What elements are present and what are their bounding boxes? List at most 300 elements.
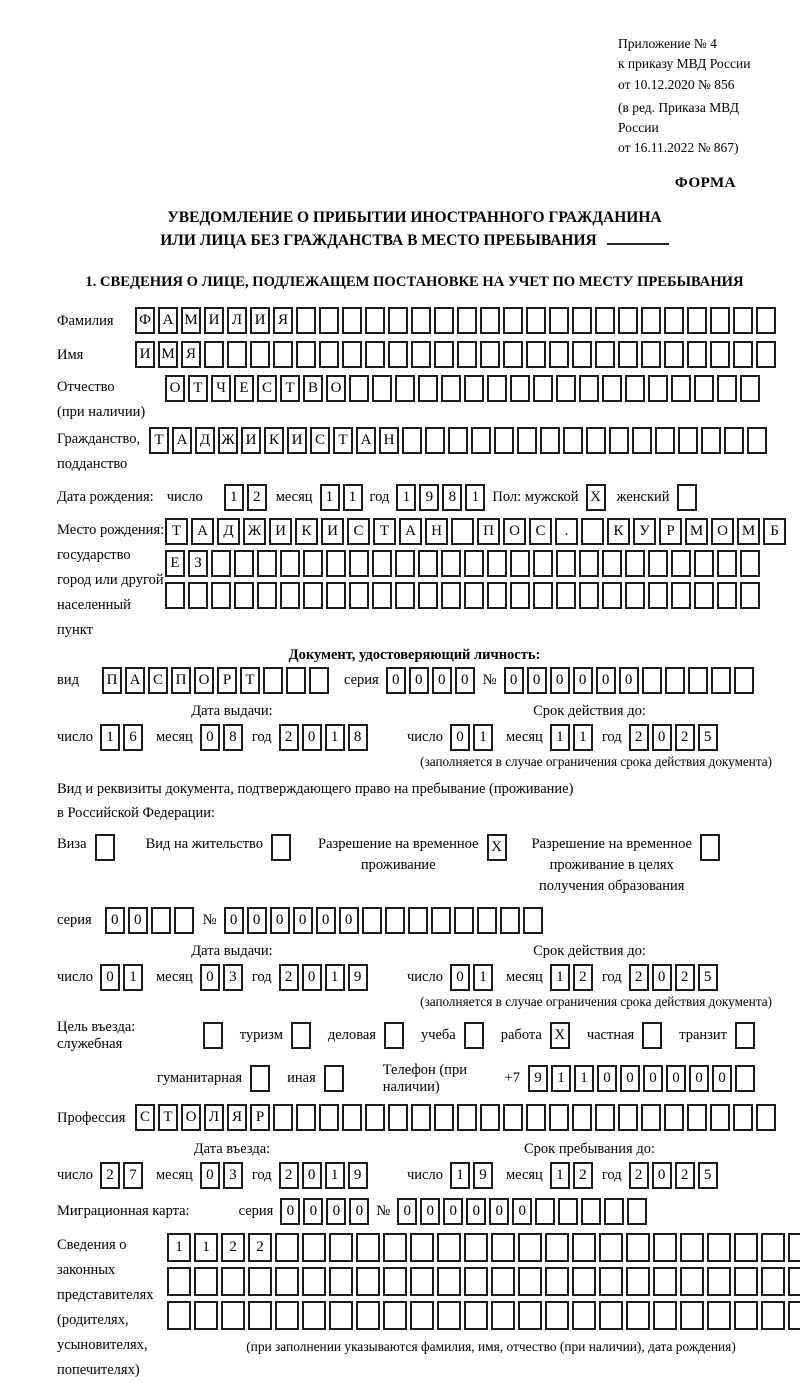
- char-box[interactable]: И: [269, 518, 292, 545]
- char-box[interactable]: 2: [247, 484, 267, 511]
- char-box[interactable]: [95, 834, 115, 861]
- char-box[interactable]: [457, 341, 477, 368]
- char-box[interactable]: [533, 550, 553, 577]
- char-box[interactable]: [680, 1233, 704, 1262]
- char-box[interactable]: [487, 375, 507, 402]
- char-box[interactable]: [349, 375, 369, 402]
- char-box[interactable]: [653, 1267, 677, 1296]
- char-box[interactable]: [487, 550, 507, 577]
- char-box[interactable]: [491, 1267, 515, 1296]
- char-box[interactable]: [626, 1267, 650, 1296]
- char-box[interactable]: 0: [666, 1065, 686, 1092]
- char-box[interactable]: [319, 341, 339, 368]
- char-box[interactable]: [735, 1065, 755, 1092]
- char-box[interactable]: [526, 341, 546, 368]
- char-box[interactable]: 1: [343, 484, 363, 511]
- char-box[interactable]: [451, 518, 474, 545]
- char-box[interactable]: Ж: [218, 427, 238, 454]
- char-box[interactable]: [275, 1301, 299, 1330]
- char-box[interactable]: М: [685, 518, 708, 545]
- char-box[interactable]: [211, 582, 231, 609]
- char-box[interactable]: [410, 1301, 434, 1330]
- char-box[interactable]: 9: [528, 1065, 548, 1092]
- char-box[interactable]: 2: [221, 1233, 245, 1262]
- char-box[interactable]: А: [158, 307, 178, 334]
- char-box[interactable]: [480, 1104, 500, 1131]
- char-box[interactable]: 0: [100, 964, 120, 991]
- char-box[interactable]: 1: [325, 964, 345, 991]
- char-box[interactable]: [523, 907, 543, 934]
- char-box[interactable]: [167, 1301, 191, 1330]
- char-box[interactable]: [717, 375, 737, 402]
- char-box[interactable]: [402, 427, 422, 454]
- char-box[interactable]: 0: [200, 724, 220, 751]
- char-box[interactable]: [296, 341, 316, 368]
- char-box[interactable]: [500, 907, 520, 934]
- char-box[interactable]: [735, 1022, 755, 1049]
- char-box[interactable]: Т: [165, 518, 188, 545]
- char-box[interactable]: 0: [512, 1198, 532, 1225]
- char-box[interactable]: Д: [195, 427, 215, 454]
- char-box[interactable]: [275, 1233, 299, 1262]
- char-box[interactable]: [625, 550, 645, 577]
- char-box[interactable]: [602, 375, 622, 402]
- char-box[interactable]: [694, 375, 714, 402]
- char-box[interactable]: [740, 550, 760, 577]
- char-box[interactable]: О: [165, 375, 185, 402]
- char-box[interactable]: [671, 582, 691, 609]
- char-box[interactable]: Н: [425, 518, 448, 545]
- char-box[interactable]: [448, 427, 468, 454]
- char-box[interactable]: .: [555, 518, 578, 545]
- char-box[interactable]: [437, 1233, 461, 1262]
- char-box[interactable]: [302, 1233, 326, 1262]
- char-box[interactable]: [395, 582, 415, 609]
- char-box[interactable]: 0: [280, 1198, 300, 1225]
- char-box[interactable]: 0: [293, 907, 313, 934]
- char-box[interactable]: [503, 307, 523, 334]
- char-box[interactable]: [545, 1301, 569, 1330]
- char-box[interactable]: [694, 582, 714, 609]
- char-box[interactable]: [653, 1301, 677, 1330]
- char-box[interactable]: [408, 907, 428, 934]
- char-box[interactable]: [234, 550, 254, 577]
- char-box[interactable]: Р: [217, 667, 237, 694]
- char-box[interactable]: 0: [712, 1065, 732, 1092]
- char-box[interactable]: С: [529, 518, 552, 545]
- char-box[interactable]: У: [633, 518, 656, 545]
- char-box[interactable]: О: [181, 1104, 201, 1131]
- char-box[interactable]: 2: [279, 724, 299, 751]
- char-box[interactable]: [549, 1104, 569, 1131]
- char-box[interactable]: 2: [248, 1233, 272, 1262]
- char-box[interactable]: [707, 1301, 731, 1330]
- char-box[interactable]: [356, 1301, 380, 1330]
- char-box[interactable]: Л: [227, 307, 247, 334]
- char-box[interactable]: 0: [432, 667, 452, 694]
- char-box[interactable]: [411, 307, 431, 334]
- char-box[interactable]: [250, 341, 270, 368]
- char-box[interactable]: [434, 307, 454, 334]
- char-box[interactable]: 0: [302, 964, 322, 991]
- char-box[interactable]: М: [158, 341, 178, 368]
- char-box[interactable]: З: [188, 550, 208, 577]
- char-box[interactable]: X: [586, 484, 606, 511]
- char-box[interactable]: [581, 1198, 601, 1225]
- char-box[interactable]: [286, 667, 306, 694]
- char-box[interactable]: 0: [550, 667, 570, 694]
- char-box[interactable]: Я: [273, 307, 293, 334]
- char-box[interactable]: 0: [619, 667, 639, 694]
- char-box[interactable]: 0: [105, 907, 125, 934]
- char-box[interactable]: Б: [763, 518, 786, 545]
- char-box[interactable]: 0: [652, 724, 672, 751]
- char-box[interactable]: [655, 427, 675, 454]
- char-box[interactable]: [441, 582, 461, 609]
- char-box[interactable]: 1: [123, 964, 143, 991]
- char-box[interactable]: Я: [181, 341, 201, 368]
- char-box[interactable]: 0: [466, 1198, 486, 1225]
- char-box[interactable]: [425, 427, 445, 454]
- char-box[interactable]: [365, 1104, 385, 1131]
- char-box[interactable]: [464, 375, 484, 402]
- char-box[interactable]: [464, 1022, 484, 1049]
- char-box[interactable]: [626, 1233, 650, 1262]
- char-box[interactable]: [418, 582, 438, 609]
- char-box[interactable]: [250, 1065, 270, 1092]
- char-box[interactable]: Л: [204, 1104, 224, 1131]
- char-box[interactable]: И: [250, 307, 270, 334]
- char-box[interactable]: [625, 582, 645, 609]
- char-box[interactable]: [464, 1233, 488, 1262]
- char-box[interactable]: [395, 375, 415, 402]
- char-box[interactable]: 0: [652, 1162, 672, 1189]
- char-box[interactable]: [579, 550, 599, 577]
- char-box[interactable]: [618, 1104, 638, 1131]
- char-box[interactable]: [595, 341, 615, 368]
- char-box[interactable]: [365, 341, 385, 368]
- char-box[interactable]: Т: [188, 375, 208, 402]
- char-box[interactable]: [437, 1301, 461, 1330]
- char-box[interactable]: 0: [443, 1198, 463, 1225]
- char-box[interactable]: [441, 375, 461, 402]
- char-box[interactable]: А: [125, 667, 145, 694]
- char-box[interactable]: [188, 582, 208, 609]
- char-box[interactable]: [437, 1267, 461, 1296]
- char-box[interactable]: [734, 667, 754, 694]
- char-box[interactable]: [303, 550, 323, 577]
- char-box[interactable]: [342, 341, 362, 368]
- char-box[interactable]: [599, 1301, 623, 1330]
- char-box[interactable]: [324, 1065, 344, 1092]
- char-box[interactable]: X: [487, 834, 507, 861]
- char-box[interactable]: [167, 1267, 191, 1296]
- char-box[interactable]: 0: [303, 1198, 323, 1225]
- char-box[interactable]: [595, 1104, 615, 1131]
- char-box[interactable]: [326, 550, 346, 577]
- char-box[interactable]: [549, 341, 569, 368]
- char-box[interactable]: 1: [450, 1162, 470, 1189]
- char-box[interactable]: [618, 341, 638, 368]
- char-box[interactable]: 0: [597, 1065, 617, 1092]
- char-box[interactable]: [372, 550, 392, 577]
- char-box[interactable]: [329, 1301, 353, 1330]
- char-box[interactable]: [572, 307, 592, 334]
- char-box[interactable]: [471, 427, 491, 454]
- char-box[interactable]: [491, 1301, 515, 1330]
- char-box[interactable]: [533, 582, 553, 609]
- char-box[interactable]: Т: [158, 1104, 178, 1131]
- char-box[interactable]: 2: [675, 724, 695, 751]
- char-box[interactable]: [431, 907, 451, 934]
- char-box[interactable]: 1: [550, 964, 570, 991]
- char-box[interactable]: [734, 1301, 758, 1330]
- char-box[interactable]: [609, 427, 629, 454]
- char-box[interactable]: [586, 427, 606, 454]
- char-box[interactable]: 2: [279, 1162, 299, 1189]
- char-box[interactable]: М: [737, 518, 760, 545]
- char-box[interactable]: [372, 582, 392, 609]
- char-box[interactable]: 1: [551, 1065, 571, 1092]
- char-box[interactable]: [687, 341, 707, 368]
- char-box[interactable]: [687, 307, 707, 334]
- char-box[interactable]: [761, 1301, 785, 1330]
- char-box[interactable]: [533, 375, 553, 402]
- char-box[interactable]: 1: [100, 724, 120, 751]
- char-box[interactable]: И: [241, 427, 261, 454]
- char-box[interactable]: [221, 1301, 245, 1330]
- char-box[interactable]: [572, 341, 592, 368]
- char-box[interactable]: [540, 427, 560, 454]
- char-box[interactable]: [734, 1267, 758, 1296]
- char-box[interactable]: А: [399, 518, 422, 545]
- char-box[interactable]: [664, 1104, 684, 1131]
- char-box[interactable]: М: [181, 307, 201, 334]
- char-box[interactable]: 6: [123, 724, 143, 751]
- char-box[interactable]: 1: [473, 724, 493, 751]
- char-box[interactable]: [648, 582, 668, 609]
- char-box[interactable]: 3: [223, 964, 243, 991]
- char-box[interactable]: 0: [450, 724, 470, 751]
- char-box[interactable]: 2: [675, 964, 695, 991]
- char-box[interactable]: 2: [629, 964, 649, 991]
- char-box[interactable]: 1: [194, 1233, 218, 1262]
- char-box[interactable]: О: [194, 667, 214, 694]
- char-box[interactable]: [641, 1104, 661, 1131]
- char-box[interactable]: [464, 550, 484, 577]
- char-box[interactable]: [273, 1104, 293, 1131]
- char-box[interactable]: [165, 582, 185, 609]
- char-box[interactable]: Е: [234, 375, 254, 402]
- char-box[interactable]: [302, 1301, 326, 1330]
- char-box[interactable]: 1: [325, 1162, 345, 1189]
- char-box[interactable]: [319, 1104, 339, 1131]
- char-box[interactable]: 2: [573, 964, 593, 991]
- char-box[interactable]: К: [264, 427, 284, 454]
- char-box[interactable]: 0: [386, 667, 406, 694]
- char-box[interactable]: [457, 307, 477, 334]
- char-box[interactable]: 1: [573, 724, 593, 751]
- char-box[interactable]: С: [148, 667, 168, 694]
- char-box[interactable]: 0: [302, 724, 322, 751]
- char-box[interactable]: 2: [629, 1162, 649, 1189]
- char-box[interactable]: 8: [442, 484, 462, 511]
- char-box[interactable]: 5: [698, 964, 718, 991]
- char-box[interactable]: А: [172, 427, 192, 454]
- char-box[interactable]: [677, 484, 697, 511]
- char-box[interactable]: [604, 1198, 624, 1225]
- char-box[interactable]: [579, 582, 599, 609]
- char-box[interactable]: [388, 1104, 408, 1131]
- char-box[interactable]: Я: [227, 1104, 247, 1131]
- char-box[interactable]: [385, 907, 405, 934]
- char-box[interactable]: [329, 1267, 353, 1296]
- char-box[interactable]: [273, 341, 293, 368]
- char-box[interactable]: 0: [573, 667, 593, 694]
- char-box[interactable]: 1: [465, 484, 485, 511]
- char-box[interactable]: [572, 1233, 596, 1262]
- char-box[interactable]: [733, 341, 753, 368]
- char-box[interactable]: П: [102, 667, 122, 694]
- char-box[interactable]: 1: [320, 484, 340, 511]
- char-box[interactable]: [761, 1233, 785, 1262]
- char-box[interactable]: [280, 582, 300, 609]
- char-box[interactable]: 0: [200, 1162, 220, 1189]
- char-box[interactable]: [480, 307, 500, 334]
- char-box[interactable]: [372, 375, 392, 402]
- char-box[interactable]: [395, 550, 415, 577]
- char-box[interactable]: [410, 1267, 434, 1296]
- char-box[interactable]: [349, 550, 369, 577]
- char-box[interactable]: [526, 1104, 546, 1131]
- char-box[interactable]: [625, 375, 645, 402]
- char-box[interactable]: 0: [247, 907, 267, 934]
- char-box[interactable]: [556, 550, 576, 577]
- char-box[interactable]: [572, 1267, 596, 1296]
- char-box[interactable]: [174, 907, 194, 934]
- char-box[interactable]: О: [503, 518, 526, 545]
- char-box[interactable]: [599, 1267, 623, 1296]
- char-box[interactable]: [248, 1301, 272, 1330]
- char-box[interactable]: Е: [165, 550, 185, 577]
- char-box[interactable]: [733, 307, 753, 334]
- char-box[interactable]: 2: [629, 724, 649, 751]
- char-box[interactable]: [365, 307, 385, 334]
- char-box[interactable]: [558, 1198, 578, 1225]
- char-box[interactable]: [627, 1198, 647, 1225]
- char-box[interactable]: [602, 550, 622, 577]
- char-box[interactable]: [711, 667, 731, 694]
- char-box[interactable]: 0: [643, 1065, 663, 1092]
- char-box[interactable]: И: [204, 307, 224, 334]
- char-box[interactable]: [747, 427, 767, 454]
- char-box[interactable]: [694, 550, 714, 577]
- char-box[interactable]: 7: [123, 1162, 143, 1189]
- char-box[interactable]: [671, 550, 691, 577]
- char-box[interactable]: 0: [504, 667, 524, 694]
- char-box[interactable]: 0: [489, 1198, 509, 1225]
- char-box[interactable]: 1: [167, 1233, 191, 1262]
- char-box[interactable]: [356, 1267, 380, 1296]
- char-box[interactable]: [362, 907, 382, 934]
- char-box[interactable]: 0: [339, 907, 359, 934]
- char-box[interactable]: [518, 1267, 542, 1296]
- char-box[interactable]: А: [356, 427, 376, 454]
- char-box[interactable]: Т: [280, 375, 300, 402]
- char-box[interactable]: 0: [450, 964, 470, 991]
- char-box[interactable]: 3: [223, 1162, 243, 1189]
- char-box[interactable]: [517, 427, 537, 454]
- char-box[interactable]: О: [711, 518, 734, 545]
- char-box[interactable]: [648, 375, 668, 402]
- char-box[interactable]: [648, 550, 668, 577]
- char-box[interactable]: Ф: [135, 307, 155, 334]
- char-box[interactable]: [700, 834, 720, 861]
- char-box[interactable]: [788, 1233, 800, 1262]
- char-box[interactable]: [464, 1301, 488, 1330]
- char-box[interactable]: [665, 667, 685, 694]
- char-box[interactable]: [756, 1104, 776, 1131]
- char-box[interactable]: [342, 1104, 362, 1131]
- char-box[interactable]: [203, 1022, 223, 1049]
- char-box[interactable]: [309, 667, 329, 694]
- char-box[interactable]: [326, 582, 346, 609]
- char-box[interactable]: 1: [473, 964, 493, 991]
- char-box[interactable]: Н: [379, 427, 399, 454]
- char-box[interactable]: [503, 1104, 523, 1131]
- char-box[interactable]: [194, 1301, 218, 1330]
- char-box[interactable]: [349, 582, 369, 609]
- char-box[interactable]: О: [326, 375, 346, 402]
- char-box[interactable]: И: [321, 518, 344, 545]
- char-box[interactable]: [710, 341, 730, 368]
- char-box[interactable]: 0: [409, 667, 429, 694]
- char-box[interactable]: [296, 307, 316, 334]
- char-box[interactable]: [194, 1267, 218, 1296]
- char-box[interactable]: [383, 1233, 407, 1262]
- char-box[interactable]: [545, 1267, 569, 1296]
- char-box[interactable]: П: [171, 667, 191, 694]
- char-box[interactable]: И: [135, 341, 155, 368]
- char-box[interactable]: 0: [652, 964, 672, 991]
- char-box[interactable]: 0: [596, 667, 616, 694]
- char-box[interactable]: Ж: [243, 518, 266, 545]
- char-box[interactable]: Д: [217, 518, 240, 545]
- char-box[interactable]: [388, 341, 408, 368]
- char-box[interactable]: [626, 1301, 650, 1330]
- char-box[interactable]: [664, 341, 684, 368]
- char-box[interactable]: [717, 550, 737, 577]
- char-box[interactable]: [710, 1104, 730, 1131]
- char-box[interactable]: 9: [348, 964, 368, 991]
- char-box[interactable]: [263, 667, 283, 694]
- char-box[interactable]: К: [295, 518, 318, 545]
- char-box[interactable]: [740, 582, 760, 609]
- char-box[interactable]: С: [257, 375, 277, 402]
- char-box[interactable]: [477, 907, 497, 934]
- char-box[interactable]: [653, 1233, 677, 1262]
- char-box[interactable]: [248, 1267, 272, 1296]
- char-box[interactable]: [632, 427, 652, 454]
- char-box[interactable]: [556, 375, 576, 402]
- char-box[interactable]: [518, 1301, 542, 1330]
- char-box[interactable]: 0: [620, 1065, 640, 1092]
- char-box[interactable]: [642, 1022, 662, 1049]
- char-box[interactable]: 2: [573, 1162, 593, 1189]
- char-box[interactable]: [227, 341, 247, 368]
- char-box[interactable]: [302, 1267, 326, 1296]
- char-box[interactable]: [388, 307, 408, 334]
